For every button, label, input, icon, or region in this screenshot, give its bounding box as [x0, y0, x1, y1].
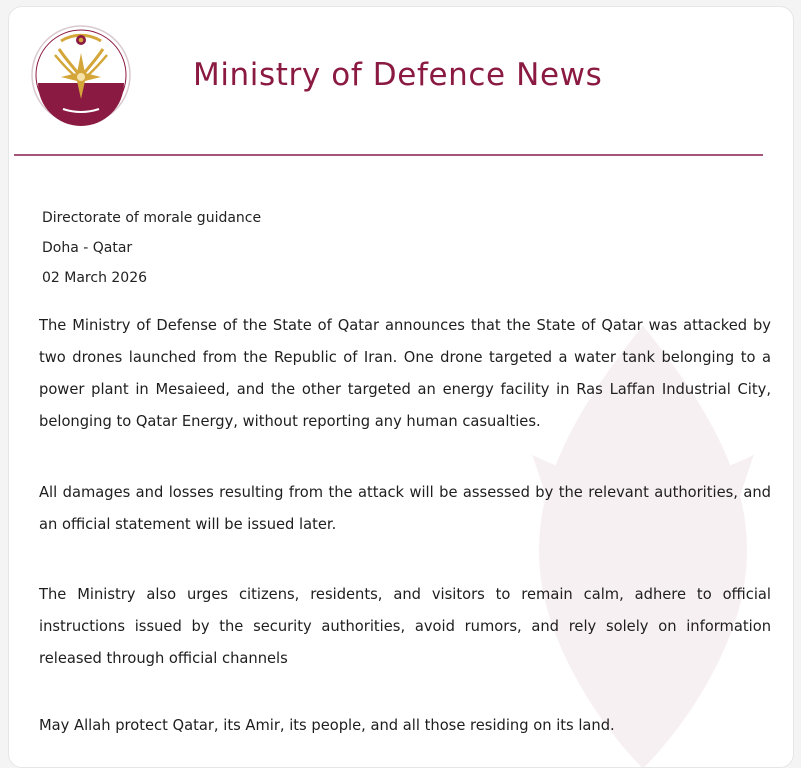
page-title: Ministry of Defence News	[193, 57, 603, 93]
meta-block	[42, 203, 261, 293]
paragraph-damages: All damages and losses resulting from the attack will be assessed by the relevant authorities, and an official statement will be issued later.	[39, 484, 771, 533]
paragraph-announcement: The Ministry of Defense of the State of Qatar announces that the State of Qatar was attacked by two drones launched from the Republic of Iran. One drone targeted a water tank belonging to a power plant in Mesaieed, and the other targeted an energy facility in Ras Laffan Industrial City, belonging to Qatar Energy, without reporting any human casualties.	[39, 317, 771, 430]
news-card	[8, 6, 794, 768]
directorate-label: Directorate of morale guidance	[42, 210, 262, 226]
paragraph-urges: The Ministry also urges citizens, residents, and visitors to remain calm, adhere to official instructions issued by the security authorities, avoid rumors, and rely solely on information released through official channels	[39, 586, 771, 667]
paragraph-closing: May Allah protect Qatar, its Amir, its people, and all those residing on its land.	[39, 717, 615, 734]
ministry-emblem-logo	[31, 23, 131, 127]
date-label: 02 March 2026	[42, 270, 148, 286]
location-label: Doha - Qatar	[42, 240, 133, 256]
header-divider	[14, 154, 763, 156]
